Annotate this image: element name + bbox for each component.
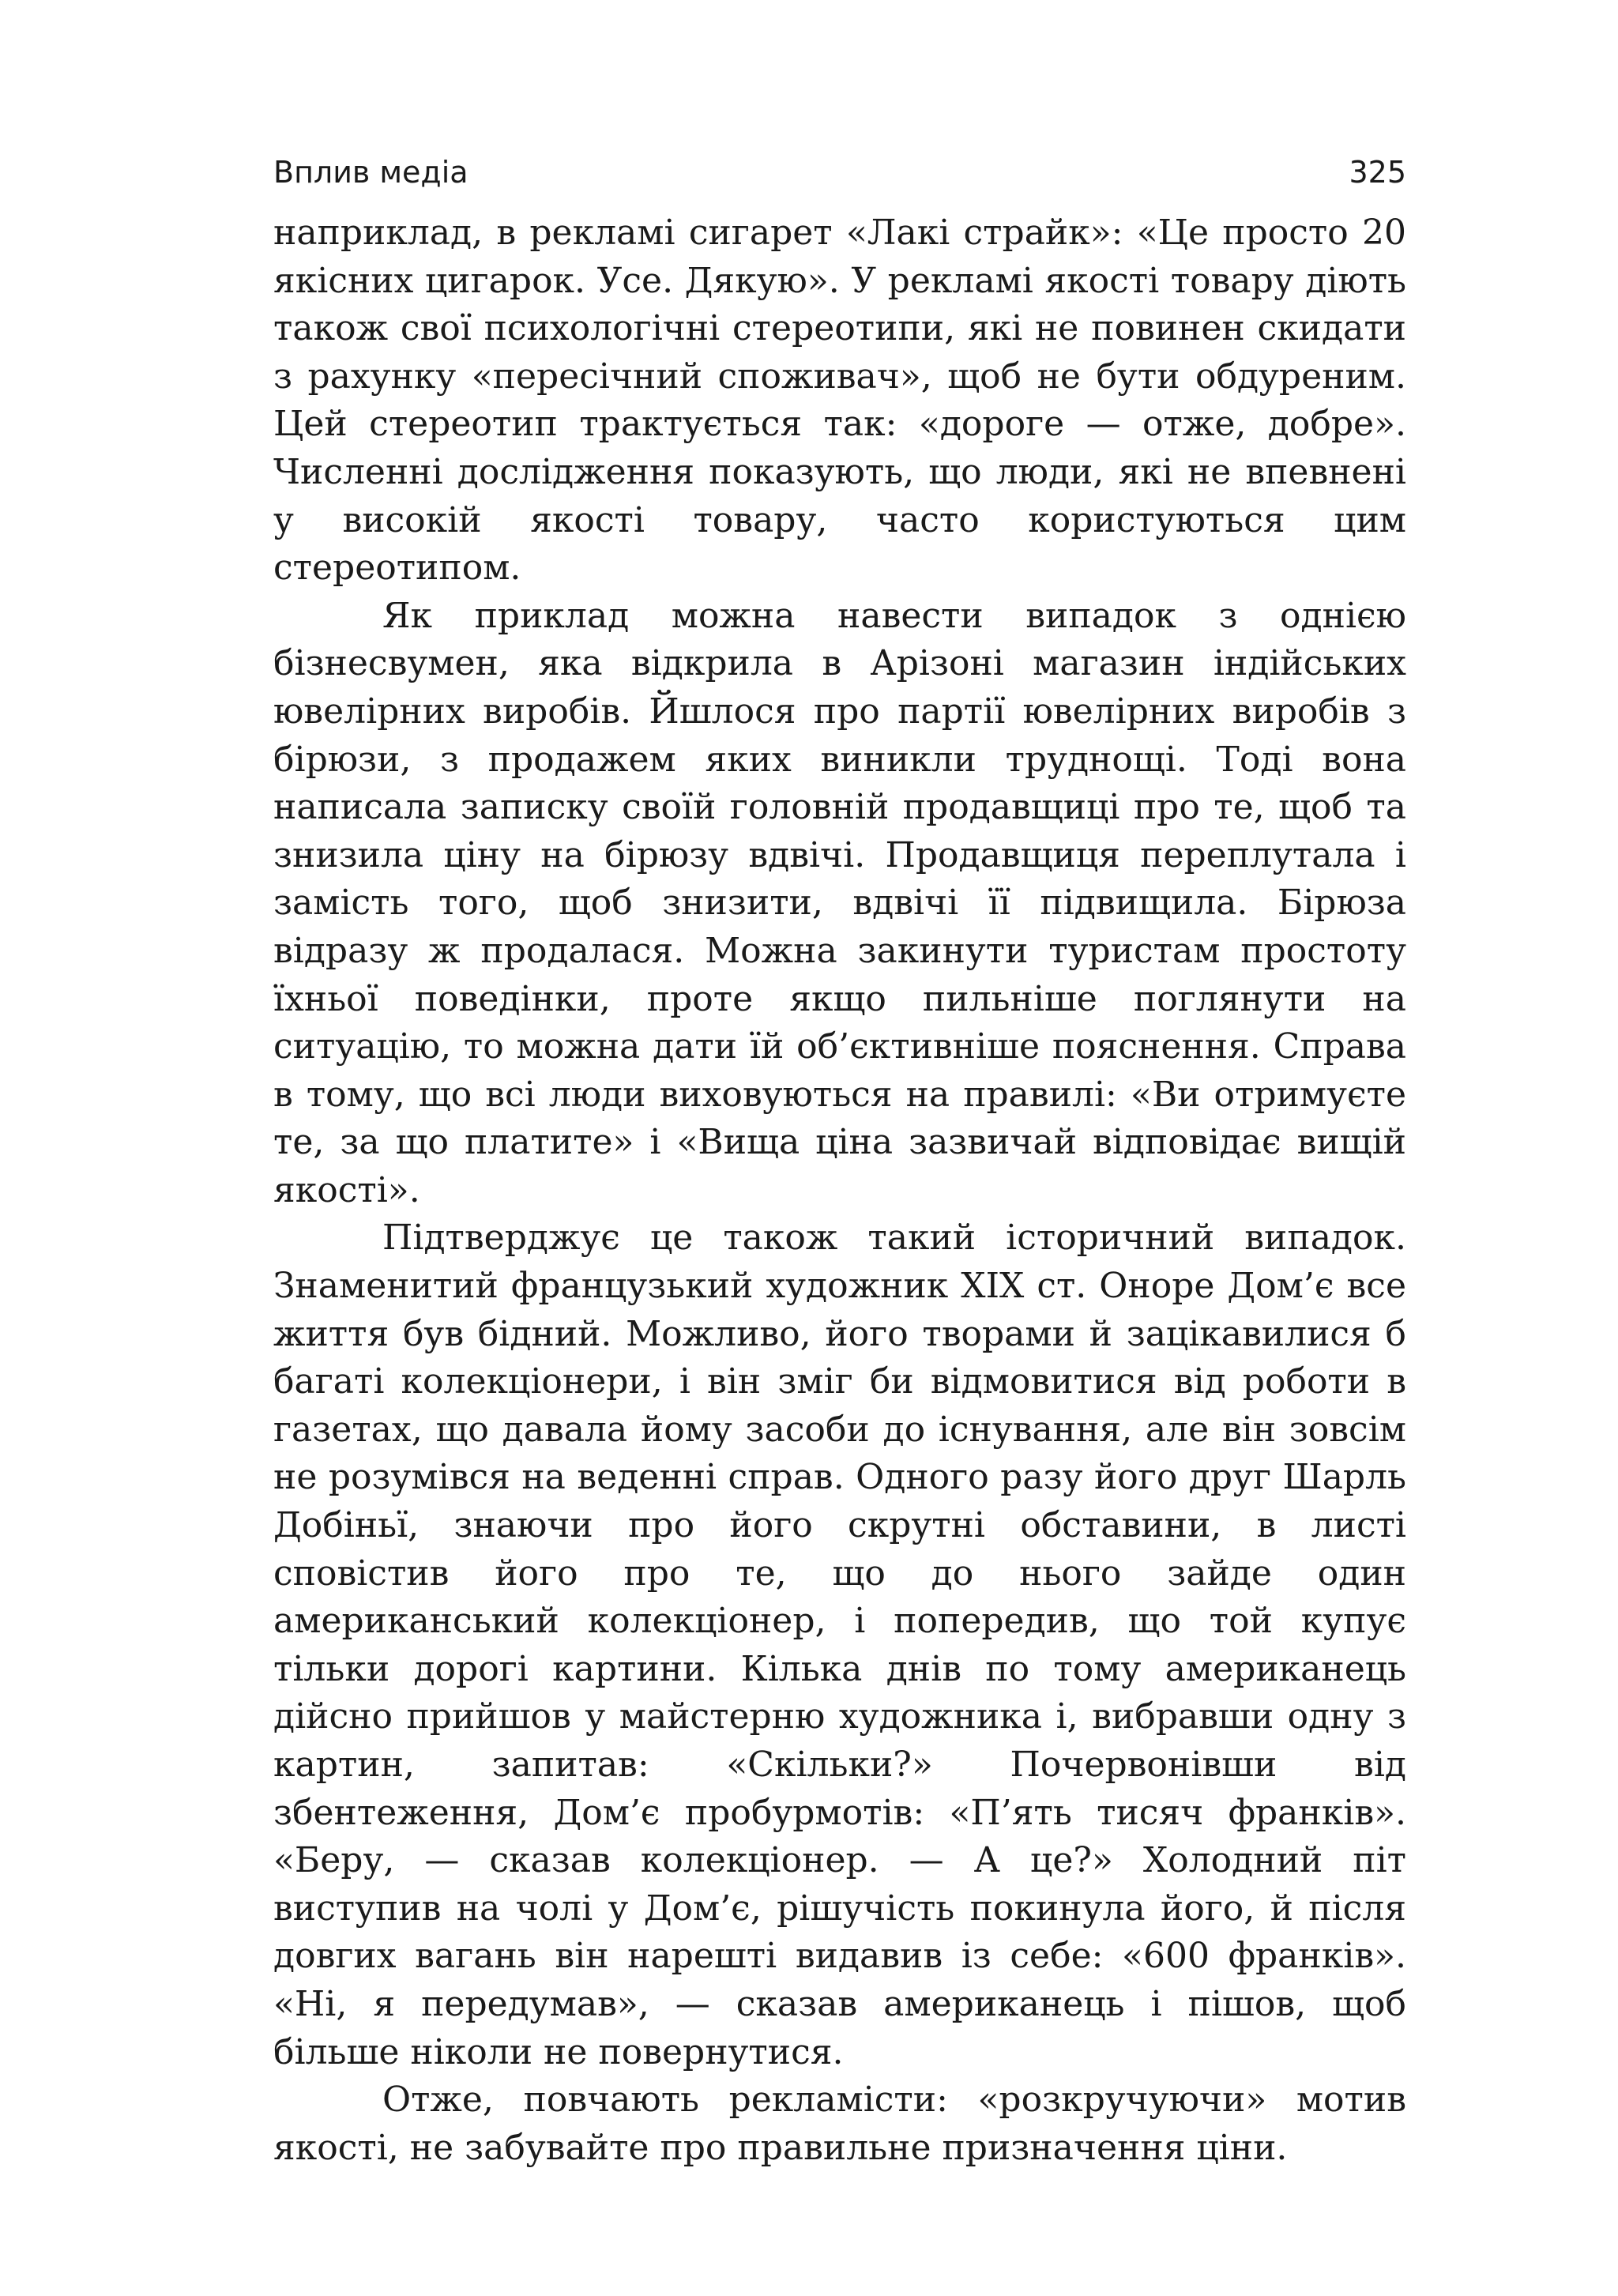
paragraph-1: наприклад, в рекламі сигарет «Лакі страйк»: «Це просто 20 якісних цигарок. Усе. Дякую». У рекламі якості товару діють також свої психологічні стереотипи, які не повинен скидати з рахунку «пересічний споживач», щоб не бути обдуреним. Цей стереотип трактується так: «дороге — отже, добре». Численні дослідження показують, що люди, які не впевнені у високій якості товару, часто користуються цим стереотипом. [273,213,1406,589]
running-head [273,149,1406,196]
section-title: Вплив медіа [273,155,468,190]
paragraph-4: Отже, повчають рекламісти: «розкручуючи» мотив якості, не забувайте про правильне призначення ціни. [273,2080,1406,2168]
page-number: 325 [1349,155,1406,190]
body-text [273,209,1406,2172]
paragraph-2: Як приклад можна навести випадок з однією бізнесвумен, яка відкрила в Арізоні магазин індійських ювелірних виробів. Йшлося про партії ювелірних виробів з бірюзи, з продажем яких виникли труднощі. Тоді вона написала записку своїй головній продавщиці про те, щоб та знизила ціну на бірюзу вдвічі. Продавщиця переплутала і замість того, щоб знизити, вдвічі її підвищила. Бірюза відразу ж продалася. Можна закинути туристам простоту їхньої поведінки, проте якщо пильніше поглянути на ситуацію, то можна дати їй об’єктивніше пояснення. Справа в тому, що всі люди виховуються на правилі: «Ви отримуєте те, за що платите» і «Вища ціна зазвичай відповідає вищій якості». [273,595,1406,1210]
paragraph-3: Підтверджує це також такий історичний випадок. Знаменитий французький художник XIX ст. Оноре Дом’є все життя був бідний. Можливо, його творами й зацікавилися б багаті колекціонери, і він зміг би відмовитися від роботи в газетах, що давала йому засоби до існування, але він зовсім не розумівся на веденні справ. Одного разу його друг Шарль Добіньї, знаючи про його скрутні обставини, в листі сповістив його про те, що до нього зайде один американський колекціонер, і попередив, що той купує тільки дорогі картини. Кілька днів по тому американець дійсно прийшов у майстерню художника і, вибравши одну з картин, запитав: «Скільки?» Почервонівши від збентеження, Дом’є пробурмотів: «П’ять тисяч франків». «Беру, — сказав колекціонер. — А це?» Холодний піт виступив на чолі у Дом’є, рішучість покинула його, й після довгих вагань він нарешті видавив із себе: «600 франків». «Ні, я передумав», — сказав американець і пішов, щоб більше ніколи не повернутися. [273,1218,1406,2072]
